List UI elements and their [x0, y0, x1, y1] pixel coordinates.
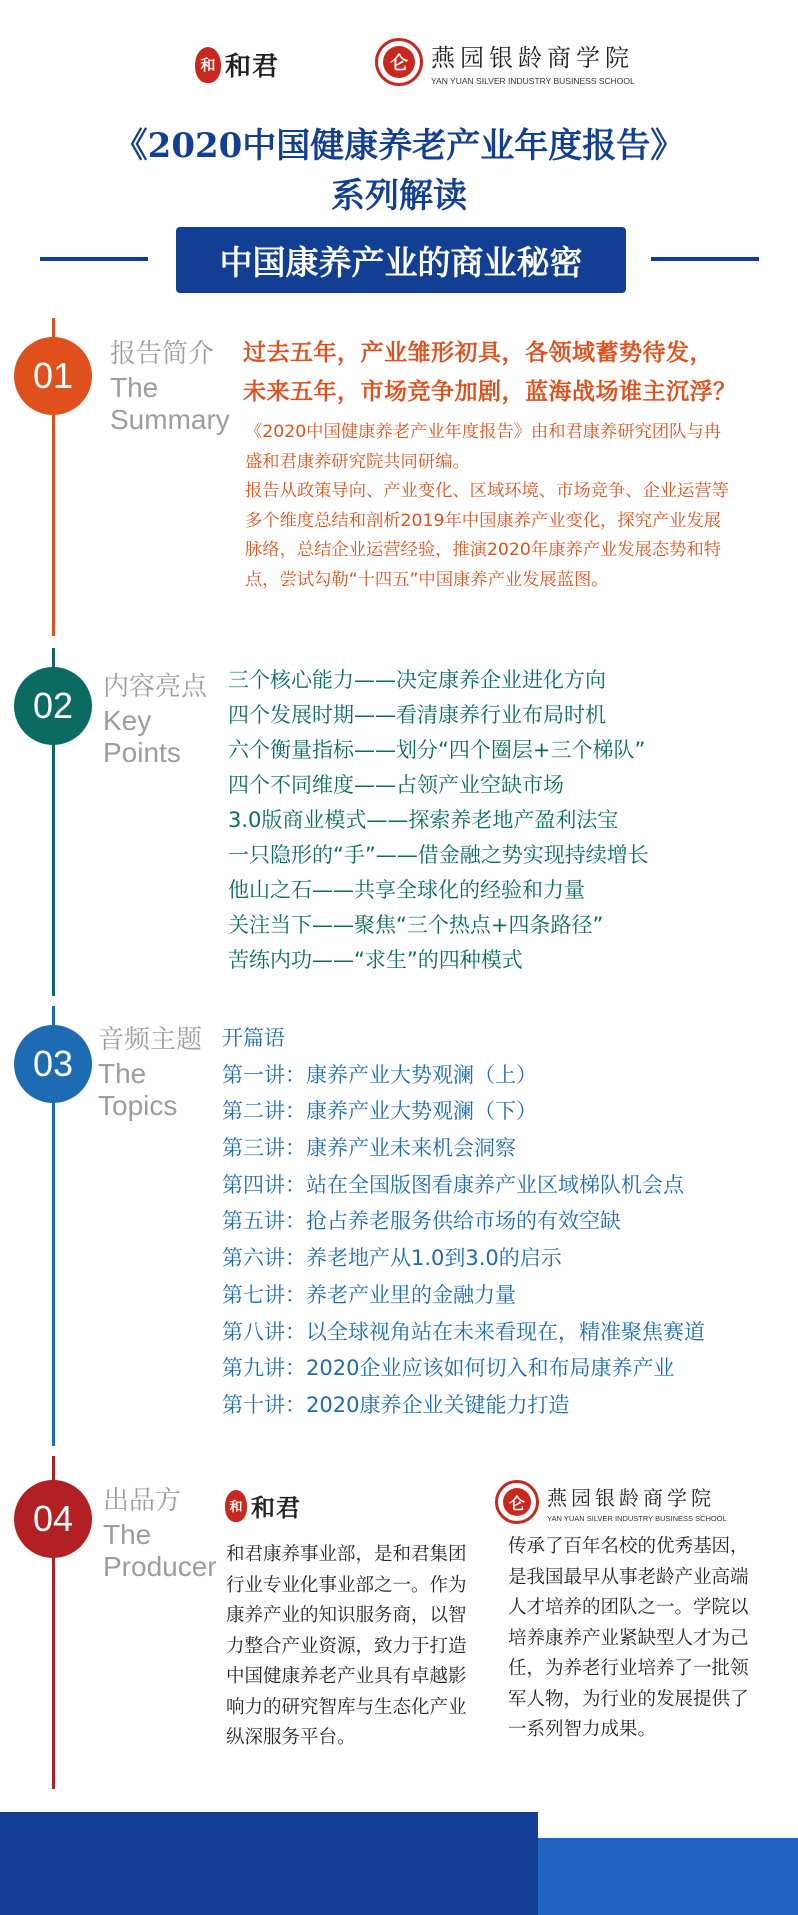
hejun-description: 和君康养事业部，是和君集团行业专业化事业部之一。作为康养产业的知识服务商，以智力整合产业资源，致力于打造中国健康养老产业具有卓越影响力的研究智库与生态化产业纵深服务平台。 — [226, 1544, 467, 1748]
section-title-en: The — [98, 1058, 147, 1089]
banner-divider-left — [40, 257, 148, 261]
yanyuan-seal-glyph: 仑 — [503, 1488, 531, 1516]
section-title-en: The — [110, 372, 159, 403]
yanyuan-logo — [375, 38, 635, 86]
list-item: 第九讲：2020企业应该如何切入和布局康养产业 — [222, 1356, 675, 1381]
summary-headline-line: 未来五年，市场竞争加剧，蓝海战场谁主沉浮？ — [243, 379, 737, 405]
list-item: 一只隐形的“手”——借金融之势实现持续增长 — [228, 843, 649, 867]
section-title-cn: 音频主题 — [98, 1025, 203, 1055]
list-item: 六个衡量指标——划分“四个圈层+三个梯队” — [228, 738, 646, 762]
list-item: 四个不同维度——占领产业空缺市场 — [228, 773, 564, 797]
summary-headline-line: 过去五年，产业雏形初具，各领域蓄势待发， — [243, 340, 713, 366]
yanyuan-logo-text: 燕园银龄商学院 — [547, 1485, 715, 1510]
yanyuan-logo-english: YAN YUAN SILVER INDUSTRY BUSINESS SCHOOL — [431, 76, 635, 86]
list-item: 第四讲：站在全国版图看康养产业区域梯队机会点 — [222, 1172, 684, 1197]
section-title-cn: 出品方 — [103, 1486, 182, 1516]
list-item: 四个发展时期——看清康养行业布局时机 — [228, 703, 606, 727]
yanyuan-seal-icon — [495, 1480, 539, 1524]
list-item: 他山之石——共享全球化的经验和力量 — [228, 878, 585, 902]
footer-bar-right — [538, 1838, 798, 1915]
list-item: 第八讲：以全球视角站在未来看现在，精准聚焦赛道 — [222, 1319, 705, 1344]
summary-body — [245, 418, 735, 595]
banner-divider-right — [651, 257, 759, 261]
yanyuan-seal-glyph: 仑 — [383, 46, 415, 78]
section-title-04 — [103, 1484, 217, 1583]
section-title-en: Key — [103, 705, 152, 736]
section-title-en: The — [103, 1519, 152, 1550]
summary-paragraph: 报告从政策导向、产业变化、区域环境、市场竞争、企业运营等多个维度总结和剖析2019年中国康养产业变化，探究产业发展脉络，总结企业运营经验，推演2020年康养产业发展态势和特点，尝试勾勒“十四五”中国康养产业发展蓝图。 — [245, 481, 729, 590]
hejun-logo-text: 和君 — [225, 52, 280, 82]
section-number-02: 02 — [14, 667, 92, 745]
list-item: 苦练内功——“求生”的四种模式 — [228, 948, 523, 972]
list-item: 第七讲：养老产业里的金融力量 — [222, 1282, 516, 1307]
list-item: 第二讲：康养产业大势观澜（下） — [222, 1099, 537, 1124]
section-title-02 — [103, 670, 207, 769]
hejun-seal-icon: 和 — [195, 47, 221, 83]
list-item: 3.0版商业模式——探索养老地产盈利法宝 — [228, 808, 619, 832]
yanyuan-logo-text: 燕园银龄商学院 — [431, 44, 634, 72]
producer-hejun-logo — [225, 1488, 301, 1523]
summary-headline — [243, 334, 773, 412]
producer-yanyuan-logo — [495, 1480, 727, 1524]
section-title-en: Summary — [110, 404, 230, 435]
footer-bar-left — [0, 1812, 538, 1915]
section-title-cn: 内容亮点 — [103, 672, 208, 702]
section-title-01 — [110, 337, 230, 436]
section-number-04: 04 — [14, 1480, 92, 1558]
theme-banner: 中国康养产业的商业秘密 — [176, 227, 626, 293]
audio-topics-list — [222, 1020, 705, 1424]
section-number-03: 03 — [14, 1025, 92, 1103]
list-item: 第十讲：2020康养企业关键能力打造 — [222, 1392, 570, 1417]
key-points-list — [228, 663, 649, 978]
hejun-logo-text: 和君 — [251, 1493, 301, 1522]
page-subtitle: 系列解读 — [331, 176, 467, 216]
hejun-seal-icon: 和 — [225, 1490, 247, 1522]
list-item: 第三讲：康养产业未来机会洞察 — [222, 1136, 516, 1161]
summary-paragraph: 《2020中国健康养老产业年度报告》由和君康养研究团队与冉盛和君康养研究院共同研编。 — [245, 422, 722, 472]
section-title-cn: 报告简介 — [110, 339, 215, 369]
yanyuan-description: 传承了百年名校的优秀基因，是我国最早从事老龄产业高端人才培养的团队之一。学院以培养康养产业紧缺型人才为己任，为养老行业培养了一批领军人物，为行业的发展提供了一系列智力成果。 — [508, 1536, 749, 1740]
list-item: 第六讲：养老地产从1.0到3.0的启示 — [222, 1246, 562, 1271]
page-title: 《2020中国健康养老产业年度报告》 — [113, 126, 685, 166]
header-logos — [0, 38, 798, 98]
section-title-03 — [98, 1023, 202, 1122]
list-item: 关注当下——聚焦“三个热点+四条路径” — [228, 913, 604, 937]
list-item: 三个核心能力——决定康养企业进化方向 — [228, 668, 606, 692]
hejun-logo — [195, 46, 279, 83]
list-item: 第五讲：抢占养老服务供给市场的有效空缺 — [222, 1209, 621, 1234]
section-title-en: Producer — [103, 1551, 217, 1582]
section-title-en: Topics — [98, 1090, 178, 1121]
list-item: 第一讲：康养产业大势观澜（上） — [222, 1062, 537, 1087]
list-item: 开篇语 — [222, 1026, 285, 1050]
section-number-01: 01 — [14, 337, 92, 415]
section-title-en: Points — [103, 737, 181, 768]
yanyuan-seal-icon — [375, 38, 423, 86]
yanyuan-logo-english: YAN YUAN SILVER INDUSTRY BUSINESS SCHOOL — [547, 1513, 727, 1523]
